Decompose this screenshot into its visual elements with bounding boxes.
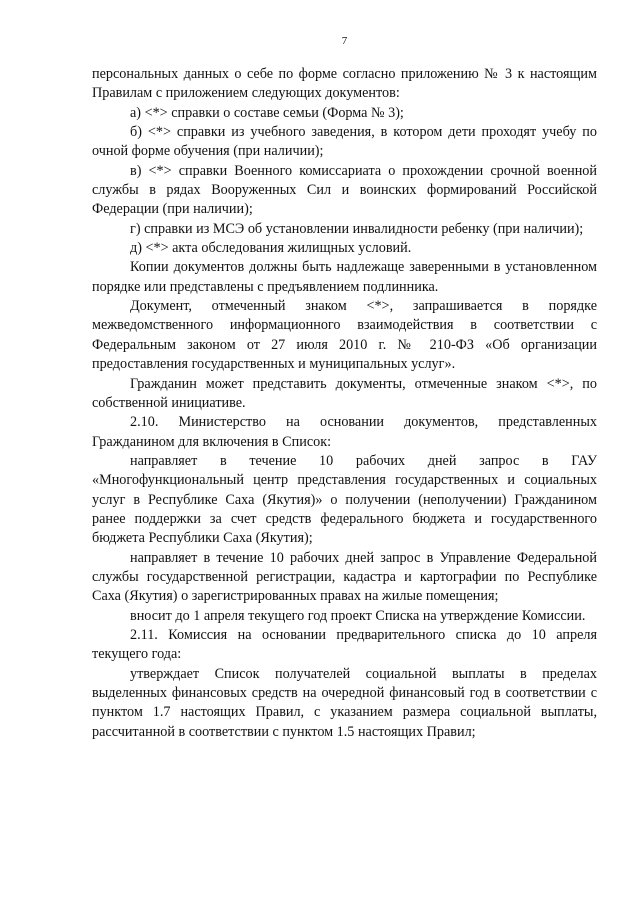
paragraph: Документ, отмеченный знаком <*>, запрашивается в порядке межведомственного информационного взаимодействия в соответствии с Федеральным законом от 27 июля 2010 г. № 210-ФЗ «Об организации предоставления государственных и муниципальных услуг». xyxy=(92,298,597,373)
paragraph: б) <*> справки из учебного заведения, в котором дети проходят учебу по очной форме обучения (при наличии); xyxy=(92,124,597,160)
paragraph: 2.11. Комиссия на основании предварительного списка до 10 апреля текущего года: xyxy=(92,626,597,663)
paragraph: персональных данных о себе по форме согласно приложению № 3 к настоящим Правилам с приложением следующих документов: xyxy=(92,66,597,102)
paragraph: а) <*> справки о составе семьи (Форма № 3); xyxy=(130,104,404,121)
paragraph: д) <*> акта обследования жилищных условий. xyxy=(130,240,412,257)
paragraph: утверждает Список получателей социальной выплаты в пределах выделенных финансовых средств на очередной финансовый год в соответствии с пунктом 1.7 настоящих Правил, с указанием размера социальной выплаты, рассчитанной в соответствии с пунктом 1.5 настоящих Правил; xyxy=(92,665,597,740)
paragraph: г) справки из МСЭ об установлении инвалидности ребенку (при наличии); xyxy=(130,220,584,237)
paragraph: в) <*> справки Военного комиссариата о прохождении срочной военной службы в рядах Вооруженных Сил и воинских формирований Российской Федерации (при наличии); xyxy=(92,162,597,218)
paragraph: 2.10. Министерство на основании документов, представленных Гражданином для включения в Список: xyxy=(92,414,597,450)
document-body xyxy=(92,65,597,742)
paragraph: направляет в течение 10 рабочих дней запрос в ГАУ «Многофункциональный центр представления государственных и социальных услуг в Республике Саха (Якутия)» о получении (неполучении) Гражданином ранее поддержки за счет средств федерального бюджета и государственного бюджета Республики Саха (Якутия); xyxy=(92,452,597,547)
page-number: 7 xyxy=(341,35,348,47)
paragraph: направляет в течение 10 рабочих дней запрос в Управление Федеральной службы государственной регистрации, кадастра и картографии по Республике Саха (Якутия) о зарегистрированных правах на жилые помещения; xyxy=(92,549,597,605)
paragraph: вносит до 1 апреля текущего год проект Списка на утверждение Комиссии. xyxy=(130,607,586,624)
paragraph: Копии документов должны быть надлежаще заверенными в установленном порядке или представлены с предъявлением подлинника. xyxy=(92,259,597,295)
paragraph: Гражданин может представить документы, отмеченные знаком <*>, по собственной инициативе. xyxy=(92,375,597,411)
